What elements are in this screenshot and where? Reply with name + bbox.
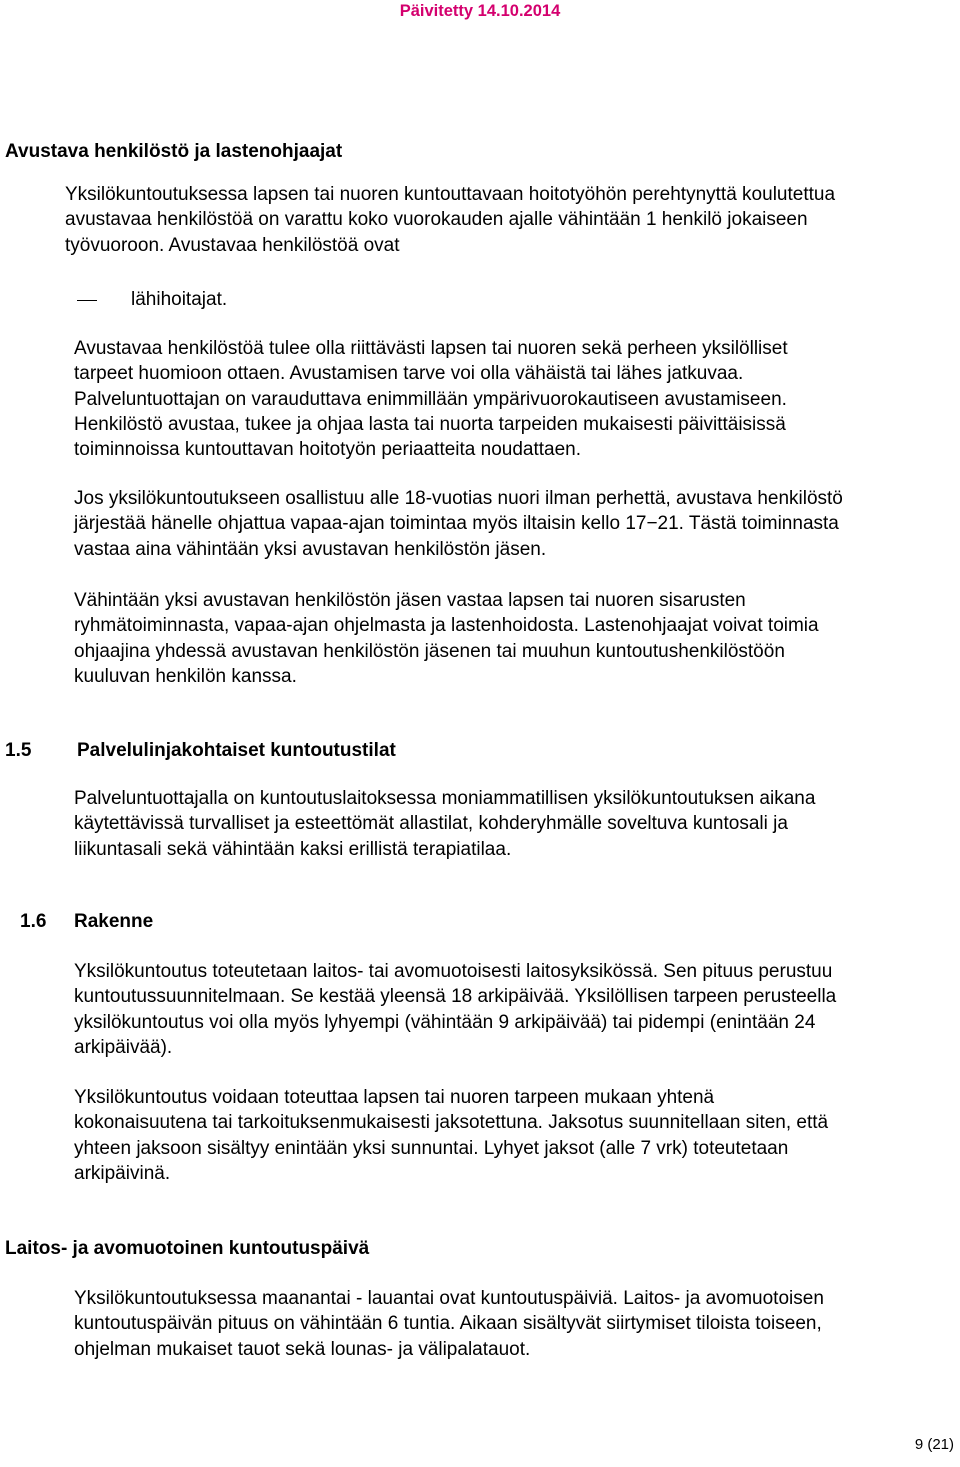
- section-heading-rehab-day: Laitos- ja avomuotoinen kuntoutuspäivä: [5, 1238, 370, 1259]
- text-line: yhteen jaksoon sisältyy enintään yksi sunnuntai. Lyhyet jaksot (alle 7 vrk) toteutetaan: [74, 1137, 789, 1159]
- text-line: Henkilöstö avustaa, tukee ja ohjaa lasta tai nuorta tarpeiden mukaisesti päivittäisissä: [74, 413, 786, 435]
- section-number: 1.5: [5, 740, 32, 761]
- text-line: kuuluvan henkilön kanssa.: [74, 665, 297, 687]
- text-line: ohjaajina yhdessä avustavan henkilöstön jäsenen tai muuhun kuntoutushenkilöstöön: [74, 640, 785, 662]
- structure-paragraph-1: [74, 959, 836, 1060]
- text-line: toiminnoissa kuntouttavan hoitotyön periaatteita noudattaen.: [74, 439, 582, 461]
- section-number: 1.6: [20, 911, 47, 932]
- staff-paragraph-1: [74, 336, 788, 462]
- section-heading-staff: Avustava henkilöstö ja lastenohjaajat: [5, 141, 343, 162]
- text-line: arkipäivinä.: [74, 1162, 171, 1184]
- text-line: kuntoutuspäivän pituus on vähintään 6 tuntia. Aikaan sisältyvät siirtymiset tiloista toiseen,: [74, 1313, 822, 1335]
- page-number: 9 (21): [914, 1436, 954, 1453]
- section-heading-1-6: [20, 910, 153, 934]
- text-line: Palveluntuottajan on varauduttava enimmillään ympärivuorokautiseen avustamiseen.: [74, 388, 787, 410]
- text-line: Avustavaa henkilöstöä tulee olla riittävästi lapsen tai nuoren sekä perheen yksilölliset: [74, 338, 788, 359]
- text-line: vastaa aina vähintään yksi avustavan henkilöstön jäsen.: [74, 538, 547, 560]
- text-line: kuntoutussuunnitelmaan. Se kestää yleensä 18 arkipäivää. Yksilöllisen tarpeen perusteella: [74, 986, 837, 1008]
- section-heading-1-5: [5, 739, 396, 763]
- facilities-paragraph: [74, 786, 815, 862]
- text-line: Jos yksilökuntoutukseen osallistuu alle 18-vuotias nuori ilman perhettä, avustava henkilöstö: [74, 488, 843, 509]
- structure-paragraph-2: [74, 1085, 828, 1186]
- rehab-day-paragraph: [74, 1286, 824, 1362]
- text-line: ryhmätoiminnasta, vapaa-ajan ohjelmasta ja lastenhoidosta. Lastenohjaajat voivat toimia: [74, 615, 819, 637]
- text-line: järjestää hänelle ohjattua vapaa-ajan toimintaa myös iltaisin kello 17−21. Tästä toiminnasta: [74, 513, 839, 535]
- staff-paragraph-2: [74, 486, 843, 562]
- section-title: Palvelulinjakohtaiset kuntoutustilat: [77, 740, 396, 761]
- text-line: Palveluntuottajalla on kuntoutuslaitoksessa moniammatillisen yksilökuntoutuksen aikana: [74, 788, 816, 809]
- text-line: tarpeet huomioon ottaen. Avustamisen tarve voi olla vähäistä tai lähes jatkuvaa.: [74, 363, 744, 385]
- text-line: kokonaisuutena tai tarkoituksenmukaisesti jaksotettuna. Jaksotus suunnitellaan siten, että: [74, 1112, 829, 1134]
- bullet-text: lähihoitajat.: [131, 289, 228, 310]
- text-line: ohjelman mukaiset tauot sekä lounas- ja välipalatauot.: [74, 1338, 531, 1360]
- text-line: arkipäivää).: [74, 1036, 173, 1058]
- updated-date: Päivitetty 14.10.2014: [399, 2, 561, 20]
- text-line: Vähintään yksi avustavan henkilöstön jäsen vastaa lapsen tai nuoren sisarusten: [74, 590, 746, 611]
- staff-paragraph-3: [74, 588, 819, 689]
- section-title: Rakenne: [74, 911, 154, 932]
- text-line: Yksilökuntoutus toteutetaan laitos- tai avomuotoisesti laitosyksikössä. Sen pituus perustuu: [74, 961, 833, 982]
- dash-bullet-icon: [77, 300, 97, 301]
- staff-intro-paragraph: [65, 182, 835, 258]
- bullet-item: [77, 288, 227, 312]
- text-line: Yksilökuntoutuksessa maanantai - lauantai ovat kuntoutuspäiviä. Laitos- ja avomuotoisen: [74, 1288, 824, 1309]
- text-line: työvuoroon. Avustavaa henkilöstöä ovat: [65, 234, 400, 256]
- text-line: Yksilökuntoutuksessa lapsen tai nuoren kuntouttavaan hoitotyöhön perehtynyttä koulutettua: [65, 184, 836, 205]
- text-line: yksilökuntoutus voi olla myös lyhyempi (vähintään 9 arkipäivää) tai pidempi (enintään 24: [74, 1011, 816, 1033]
- text-line: avustavaa henkilöstöä on varattu koko vuorokauden ajalle vähintään 1 henkilö jokaiseen: [65, 209, 808, 231]
- text-line: käytettävissä turvalliset ja esteettömät allastilat, kohderyhmälle soveltuva kuntosali ja: [74, 813, 788, 835]
- text-line: Yksilökuntoutus voidaan toteuttaa lapsen tai nuoren tarpeen mukaan yhtenä: [74, 1087, 715, 1108]
- text-line: liikuntasali sekä vähintään kaksi erillistä terapiatilaa.: [74, 838, 512, 860]
